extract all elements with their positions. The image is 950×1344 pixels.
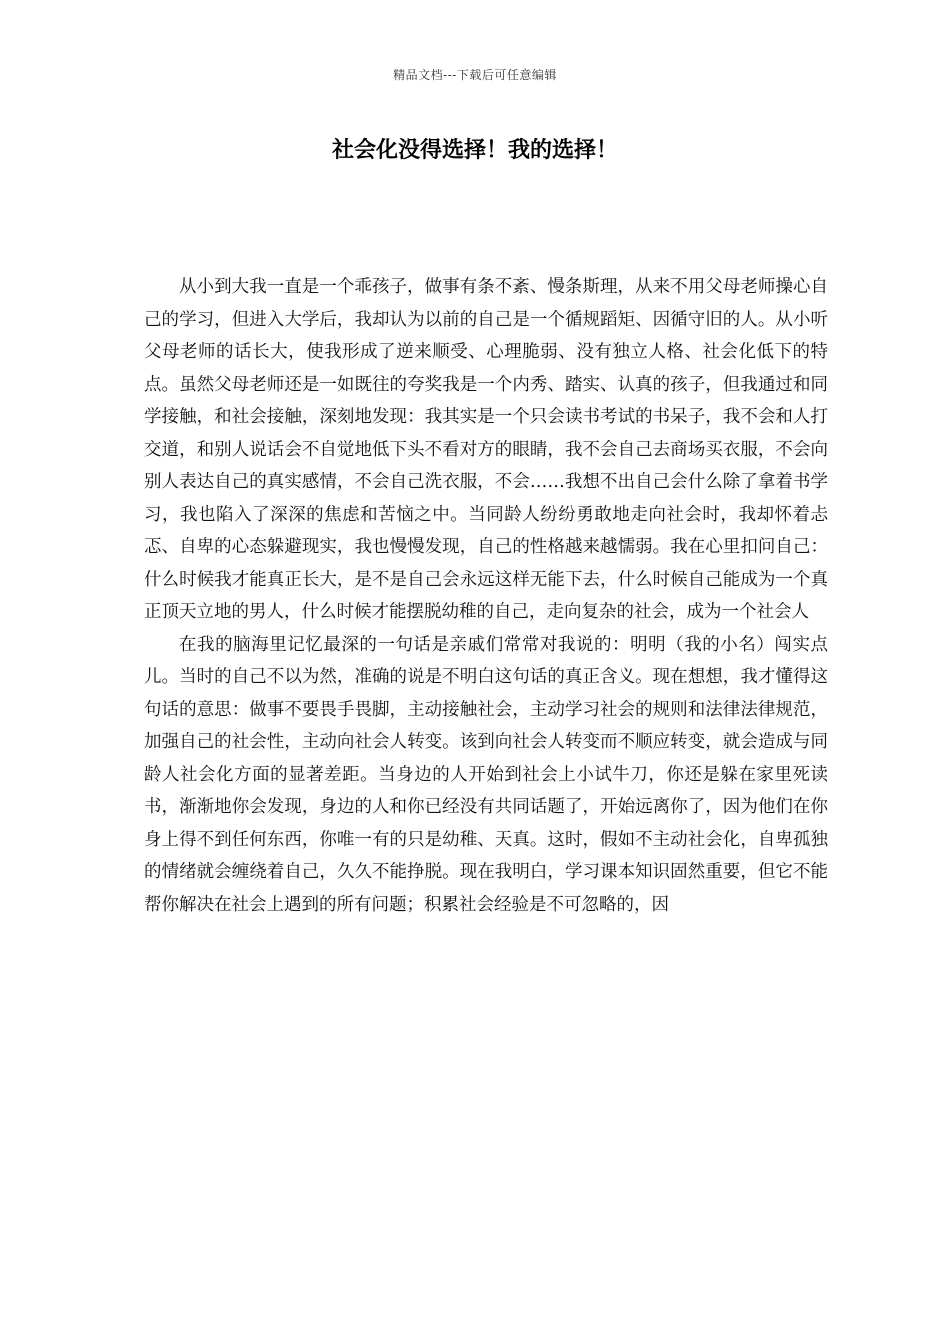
document-body xyxy=(144,271,828,921)
paragraph-1: 从小到大我一直是一个乖孩子，做事有条不紊、慢条斯理，从来不用父母老师操心自己的学习，但进入大学后，我却认为以前的自己是一个循规蹈矩、因循守旧的人。从小听父母老师的话长大，使我形成了逆来顺受、心理脆弱、没有独立人格、社会化低下的特点。虽然父母老师还是一如既往的夸奖我是一个内秀、踏实、认真的孩子，但我通过和同学接触，和社会接触，深刻地发现：我其实是一个只会读书考试的书呆子，我不会和人打交道，和别人说话会不自觉地低下头不看对方的眼睛，我不会自己去商场买衣服，不会向别人表达自己的真实感情，不会自己洗衣服，不会……我想不出自己会什么除了拿着书学习，我也陷入了深深的焦虑和苦恼之中。当同龄人纷纷勇敢地走向社会时，我却怀着忐忑、自卑的心态躲避现实，我也慢慢发现，自己的性格越来越懦弱。我在心里扣问自己：什么时候我才能真正长大，是不是自己会永远这样无能下去，什么时候自己能成为一个真正顶天立地的男人，什么时候才能摆脱幼稚的自己，走向复杂的社会，成为一个社会人 xyxy=(144,277,828,622)
paragraph-2: 在我的脑海里记忆最深的一句话是亲戚们常常对我说的：明明（我的小名）闯实点儿。当时的自己不以为然，准确的说是不明白这句话的真正含义。现在想想，我才懂得这句话的意思：做事不要畏手畏脚，主动接触社会，主动学习社会的规则和法律法律规范，加强自己的社会性，主动向社会人转变。该到向社会人转变而不顺应转变，就会造成与同龄人社会化方面的显著差距。当身边的人开始到社会上小试牛刀，你还是躲在家里死读书，渐渐地你会发现，身边的人和你已经没有共同话题了，开始远离你了，因为他们在你身上得不到任何东西，你唯一有的只是幼稚、天真。这时，假如不主动社会化，自卑孤独的情绪就会缠绕着自己，久久不能挣脱。现在我明白，学习课本知识固然重要，但它不能帮你解决在社会上遇到的所有问题；积累社会经验是不可忽略的，因 xyxy=(144,634,828,915)
page-title: 社会化没得选择！我的选择！ xyxy=(331,138,618,163)
page-header: 精品文档---下载后可任意编辑 xyxy=(393,68,557,82)
